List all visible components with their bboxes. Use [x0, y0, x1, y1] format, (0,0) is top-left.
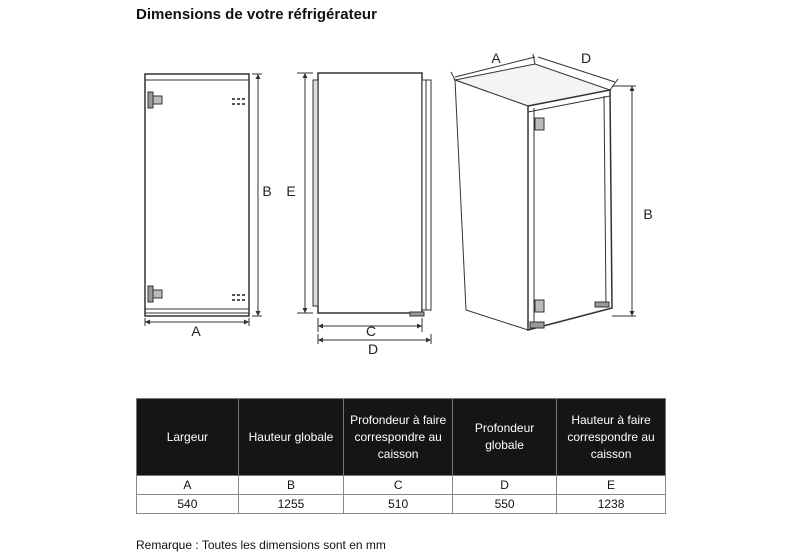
remark-note: Remarque : Toutes les dimensions sont en mm: [136, 538, 386, 552]
front-width-label: A: [191, 323, 201, 339]
letter-cell: C: [344, 476, 453, 495]
value-cell: 540: [137, 495, 239, 514]
letter-cell: D: [453, 476, 557, 495]
side-inner-depth-label: C: [365, 323, 377, 339]
table-row: [137, 495, 666, 514]
header-largeur: Largeur: [137, 399, 239, 476]
header-profondeur-globale: Profondeur globale: [453, 399, 557, 476]
front-view: [145, 74, 262, 326]
value-cell: 510: [344, 495, 453, 514]
iso-width-label: A: [491, 50, 501, 66]
header-profondeur-caisson: Profondeur à faire correspondre au caisson: [344, 399, 453, 476]
letter-cell: A: [137, 476, 239, 495]
letter-cell: E: [557, 476, 666, 495]
side-view: [297, 73, 431, 344]
side-total-depth-label: D: [367, 341, 379, 357]
dimensions-table: [136, 398, 666, 514]
iso-top-hinge-icon: [535, 118, 544, 130]
table-row: [137, 476, 666, 495]
header-hauteur-caisson: Hauteur à faire correspondre au caisson: [557, 399, 666, 476]
page-title: Dimensions de votre réfrigérateur: [136, 6, 377, 23]
front-height-label: B: [262, 183, 272, 199]
header-hauteur-globale: Hauteur globale: [238, 399, 343, 476]
value-cell: 1238: [557, 495, 666, 514]
value-cell: 1255: [238, 495, 343, 514]
letter-cell: B: [238, 476, 343, 495]
side-height-label: E: [286, 183, 296, 199]
iso-depth-label: D: [580, 50, 592, 66]
iso-bottom-hinge-icon: [535, 300, 544, 312]
isometric-view: [451, 54, 636, 330]
table-header-row: [137, 399, 666, 476]
value-cell: 550: [453, 495, 557, 514]
iso-height-label: B: [643, 206, 653, 222]
